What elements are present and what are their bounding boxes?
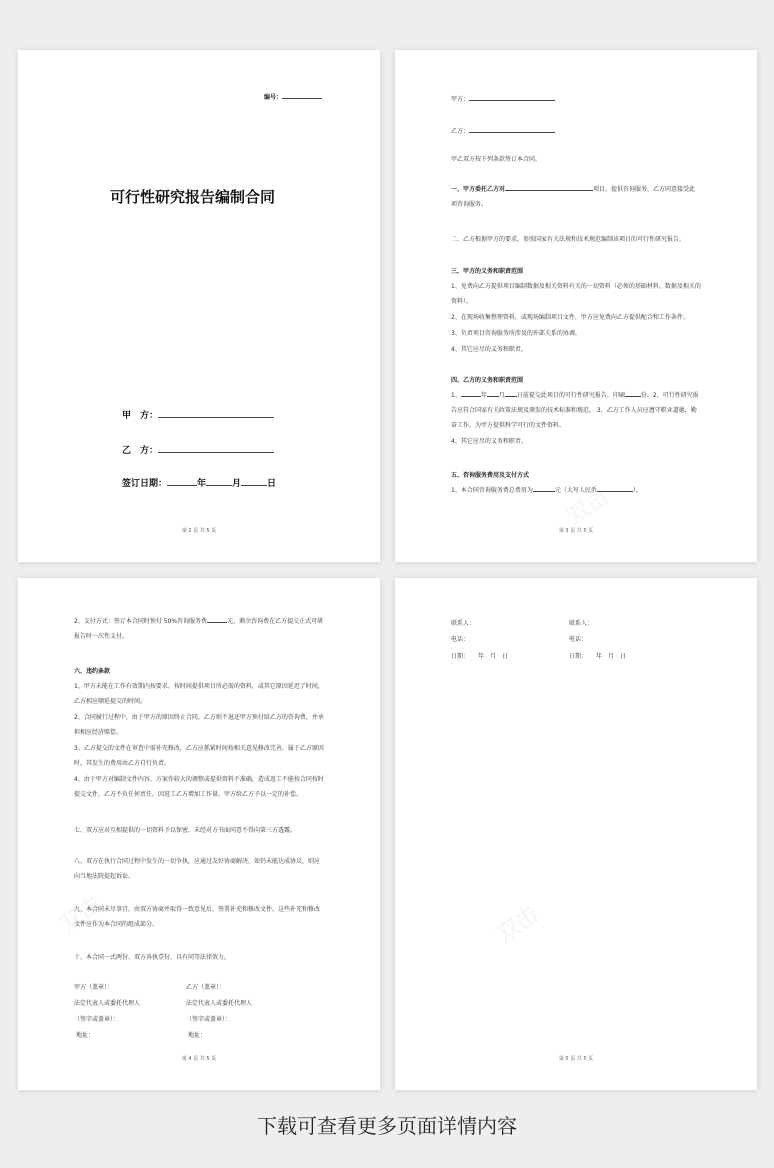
party-a-sign: （签字或盖章）： [74, 1016, 120, 1023]
party-b-field: 乙 方： [122, 443, 274, 456]
party-a-contact: 联系人： [451, 620, 476, 627]
page-number: 第 4 页 共 5 页 [181, 1056, 217, 1062]
watermark [490, 898, 544, 949]
contract-number: 编号： [264, 92, 322, 101]
clause-10: 十、本合同一式两份，双方各执壹份，具有同等法律效力。 [74, 954, 231, 961]
clause-4-4: 4、其它应尽的义务和职责。 [451, 438, 527, 445]
clause-4-1: 1、 年 月 日前提交此项目的可行性研究报告，印刷 份。2、可行性研究报告应符合国家有关政策法规及颁发的技术标准和规范。 3、乙方工作人员应遵守职业道德，勤奋工作，为甲方提供科学可行的文件资料。 [451, 392, 699, 429]
party-b-rep: 法定代表人或委托代理人 [186, 1000, 253, 1007]
clause-5-2: 2、支付方式：签订本合同时预付 50%咨询服务费 元，剩余咨询费在乙方提交正式可研报告时一次性支付。 [74, 618, 324, 640]
clause-1: 一、甲方委托乙方对 项目，提供咨询服务，乙方同意接受此项咨询服务。 [451, 186, 696, 208]
party-b-date: 日期： 年 月 日 [569, 653, 627, 660]
party-b-address: 地址： [188, 1032, 207, 1039]
party-a-phone: 电话： [451, 636, 470, 643]
clause-3-title: 三、甲方的义务和职责范围 [451, 268, 524, 275]
clause-3-2: 2、在现场收集整理资料，或现场编制项目文件，甲方应免费向乙方提供配合和工作条件。 [451, 314, 689, 321]
page-title: 可行性研究报告编制合同 [110, 188, 276, 206]
sign-date-field: 签订日期： 年 月 日 [122, 476, 276, 489]
clause-3-4: 4、其它应尽的义务和职责。 [451, 346, 527, 353]
clause-2: 二、乙方根据甲方的要求，参照国家有关法规和技术规范编制该项目的可行性研究报告。 [451, 236, 686, 243]
party-a-seal: 甲方（盖章）： [74, 984, 114, 991]
party-b-contact: 联系人： [569, 620, 594, 627]
clause-6-2: 2、合同履行过程中，由于甲方的原因终止合同，乙方则不退还甲方预付给乙方的咨询费，并承担相应经济赔偿。 [74, 714, 324, 736]
party-a-field: 甲 方： [122, 408, 274, 421]
clause-9: 九、本合同未尽事宜，由双方协商并取得一致意见后，签署补充和修改文件。这些补充和修改文件应作为本合同的组成部分。 [74, 906, 321, 928]
document-page-cover [18, 50, 380, 562]
party-a-date: 日期： 年 月 日 [451, 653, 509, 660]
party-b-sign: （签字或盖章）： [186, 1016, 232, 1023]
party-b-seal: 乙方（盖章）： [186, 984, 226, 991]
clause-3-3: 3、负责项目咨询服务所涉及的外部关系的协调。 [451, 330, 581, 337]
clause-5-title: 五、咨询服务费用及支付方式 [451, 472, 530, 479]
party-a-line: 甲方： [451, 94, 555, 104]
page-number: 第 3 页 共 5 页 [558, 528, 594, 534]
clause-5-1: 1、本合同咨询服务费总费用为 元（大写人民币 ）。 [451, 487, 642, 494]
party-b-line: 乙方： [451, 126, 555, 136]
download-more-caption: 下载可查看更多页面详情内容 [257, 1114, 517, 1138]
clause-8: 八、双方在执行合同过程中发生的一切争执，应通过友好协商解决，如仍未能达成协议，则应向当地法院提起诉讼。 [74, 858, 321, 880]
clause-7: 七、双方应对互相提供的一切资料予以保密，未经对方书面同意不得向第三方透露。 [74, 827, 297, 834]
clause-6-1: 1、甲方未能在工作有效期内按要求、按时间提供项目所必需的资料，或其它原因延迟了时间，乙方相应顺延提交的时间。 [74, 683, 324, 705]
page-number: 第 5 页 共 5 页 [558, 1056, 594, 1062]
page-number: 第 2 页 共 5 页 [181, 528, 217, 534]
clause-6-title: 六、违约条款 [74, 668, 111, 675]
document-page-3 [18, 578, 380, 1090]
clause-6-3: 3、乙方提交的文件在审查中需补充修改，乙方应抓紧时间按相关意见修改完善。属于乙方原因时，其发生的费用由乙方自行负责。 [74, 745, 324, 767]
clause-4-title: 四、乙方的义务和职责范围 [451, 377, 524, 384]
party-a-address: 地址： [76, 1032, 95, 1039]
document-page-2 [395, 50, 757, 562]
party-a-rep: 法定代表人或委托代理人 [74, 1000, 141, 1007]
clause-3-1: 1、免费向乙方提供项目编制数据及相关资料有关的一切资料（必须的基础材料、数据及相关的资料）。 [451, 283, 701, 305]
party-b-phone: 电话： [569, 636, 588, 643]
intro-text: 甲乙双方按下列条款签订本合同。 [451, 156, 542, 163]
document-page-4 [395, 578, 757, 1090]
clause-6-4: 4、由于甲方对编制文件内容、方案作较大的调整或提供资料不准确，造成返工不能按合同按时提交文件，乙方不负任何责任。因返工乙方增加工作量，甲方给乙方予以一定的补偿。 [74, 776, 324, 798]
